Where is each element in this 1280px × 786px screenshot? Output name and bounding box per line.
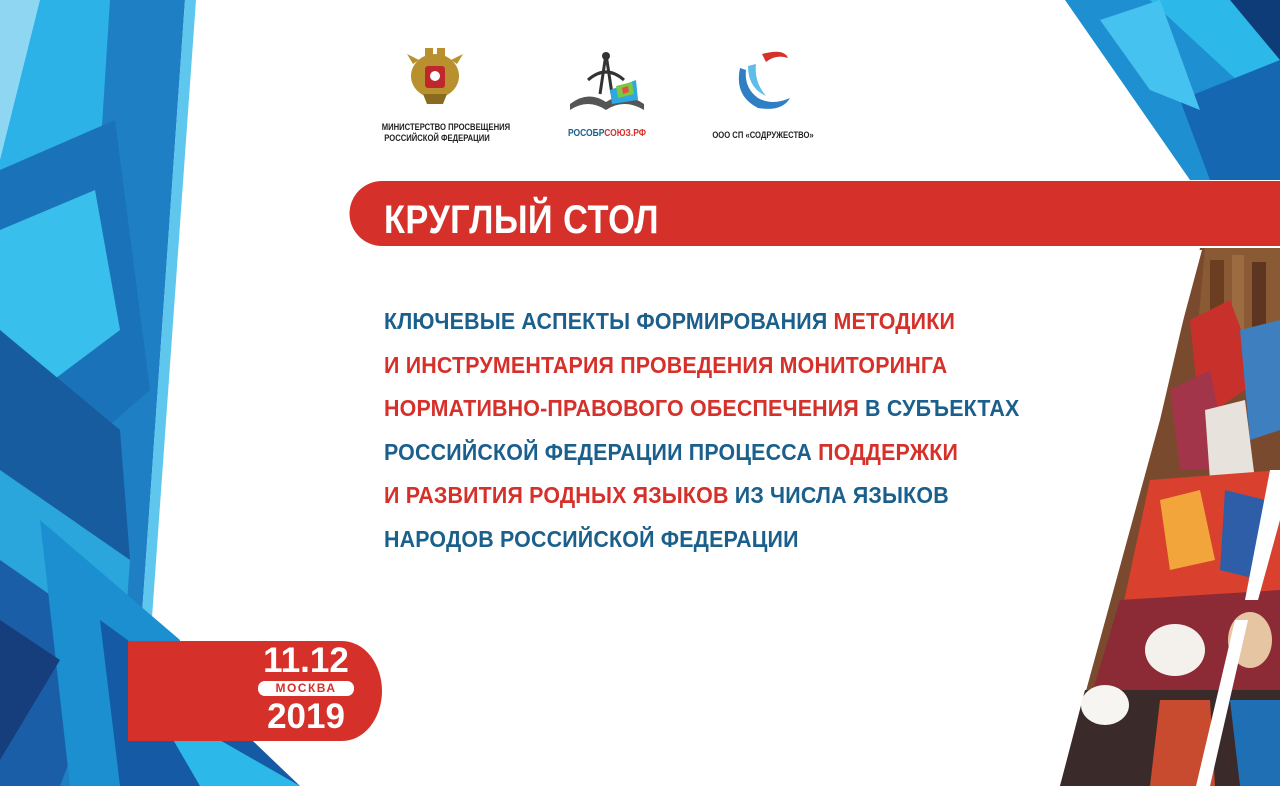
- topic-line: [384, 474, 1035, 518]
- coat-of-arms-logo: [405, 46, 465, 110]
- topic-line: [384, 387, 1035, 431]
- topic-line: [384, 518, 1035, 562]
- event-year: 2019: [267, 697, 345, 736]
- topic-segment: ИЗ ЧИСЛА ЯЗЫКОВ: [728, 482, 949, 508]
- rosobrsoyuz-logo: [566, 50, 648, 118]
- photo-collage: [1060, 248, 1280, 786]
- event-date: 11.12: [263, 641, 349, 680]
- banner-title: КРУГЛЫЙ СТОЛ: [384, 198, 659, 242]
- topic-segment: РОССИЙСКОЙ ФЕДЕРАЦИИ ПРОЦЕССА: [384, 438, 819, 465]
- topic-text: [384, 300, 1084, 561]
- topic-highlight-segment: ПОДДЕРЖКИ: [818, 438, 959, 465]
- coat-of-arms-caption: [381, 122, 511, 144]
- sodruzhestvo-caption: ООО СП «СОДРУЖЕСТВО»: [712, 130, 814, 140]
- top-right-geometric-panel: [1065, 0, 1280, 180]
- caption-line-2: РОССИЙСКОЙ ФЕДЕРАЦИИ: [384, 133, 490, 143]
- topic-highlight-segment: И РАЗВИТИЯ РОДНЫХ ЯЗЫКОВ: [384, 482, 729, 508]
- topic-line: [384, 300, 1035, 344]
- caption-line-1: МИНИСТЕРСТВО ПРОСВЕЩЕНИЯ: [381, 122, 511, 132]
- topic-highlight-segment: И ИНСТРУМЕНТАРИЯ ПРОВЕДЕНИЯ МОНИТОРИНГА: [384, 351, 948, 378]
- event-city: МОСКВА: [275, 681, 337, 695]
- topic-highlight-segment: НОРМАТИВНО-ПРАВОВОГО ОБЕСПЕЧЕНИЯ: [384, 395, 859, 421]
- caption-part-2: СОЮЗ.РФ: [604, 128, 647, 139]
- topic-line: [384, 344, 1035, 388]
- topic-segment: НАРОДОВ РОССИЙСКОЙ ФЕДЕРАЦИИ: [384, 525, 799, 552]
- topic-segment: КЛЮЧЕВЫЕ АСПЕКТЫ ФОРМИРОВАНИЯ: [384, 308, 834, 334]
- sodruzhestvo-logo: [732, 48, 794, 112]
- caption-part-1: РОСОБР: [567, 128, 605, 139]
- topic-line: [384, 431, 1035, 475]
- topic-highlight-segment: МЕТОДИКИ: [833, 308, 956, 334]
- rosobrsoyuz-caption: [563, 128, 651, 139]
- topic-segment: В СУБЪЕКТАХ: [858, 395, 1020, 421]
